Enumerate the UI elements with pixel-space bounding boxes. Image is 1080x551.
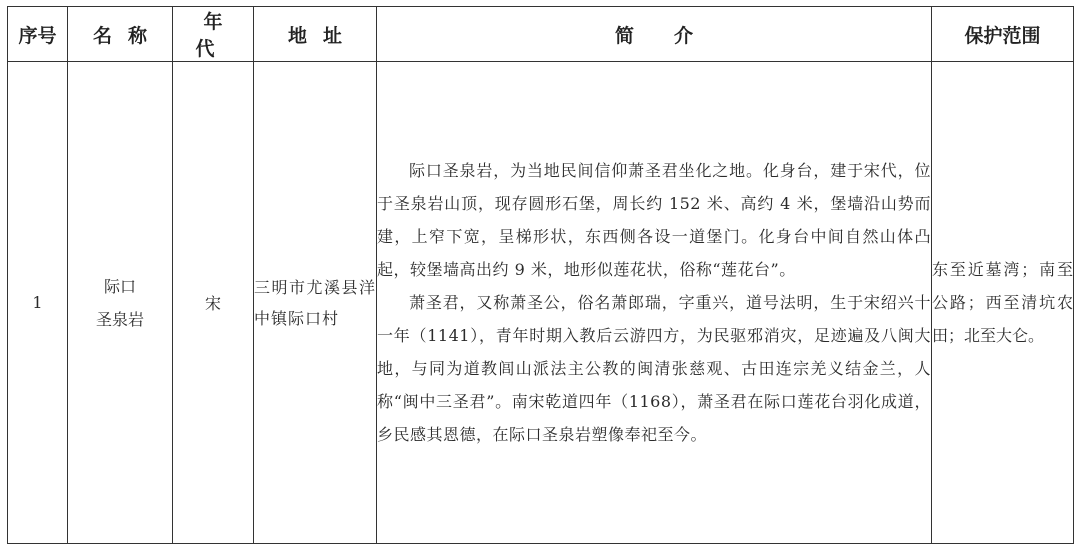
cell-name bbox=[68, 62, 173, 544]
table-header-row bbox=[8, 7, 1074, 62]
cell-address: 三明市尤溪县洋中镇际口村 bbox=[254, 62, 377, 544]
cell-scope: 东至近墓湾；南至公路；西至清坑农田；北至大仑。 bbox=[932, 62, 1074, 544]
intro-paragraph: 际口圣泉岩，为当地民间信仰萧圣君坐化之地。化身台，建于宋代，位于圣泉岩山顶，现存圆形石堡，周长约 152 米、高约 4 米，堡墙沿山势而建，上窄下宽，呈梯形状，东西侧各设一道堡门。化身台中间自然山体凸起，较堡墙高出约 9 米，地形似莲花状，俗称“莲花台”。 bbox=[377, 161, 931, 279]
intro-paragraph: 萧圣君，又称萧圣公，俗名萧郎瑞，字重兴，道号法明，生于宋绍兴十一年（1141），青年时期入教后云游四方，为民驱邪消灾，足迹遍及八闽大地，与同为道教闾山派法主公教的闽清张慈观、古田连宗羌义结金兰，人称“闽中三圣君”。南宋乾道四年（1168），萧圣君在际口莲花台羽化成道，乡民感其恩德，在际口圣泉岩塑像奉祀至今。 bbox=[377, 293, 931, 444]
cell-intro bbox=[377, 62, 932, 544]
cell-index: 1 bbox=[8, 62, 68, 544]
header-era: 年代 bbox=[173, 7, 254, 62]
header-address: 地址 bbox=[254, 7, 377, 62]
header-name: 名称 bbox=[68, 7, 173, 62]
name-line: 圣泉岩 bbox=[95, 309, 144, 329]
cell-era: 宋 bbox=[173, 62, 254, 544]
table-row bbox=[8, 62, 1074, 544]
heritage-site-table bbox=[7, 6, 1074, 544]
name-line: 际口 bbox=[103, 276, 136, 296]
header-intro: 简介 bbox=[377, 7, 932, 62]
header-scope: 保护范围 bbox=[932, 7, 1074, 62]
header-index: 序号 bbox=[8, 7, 68, 62]
